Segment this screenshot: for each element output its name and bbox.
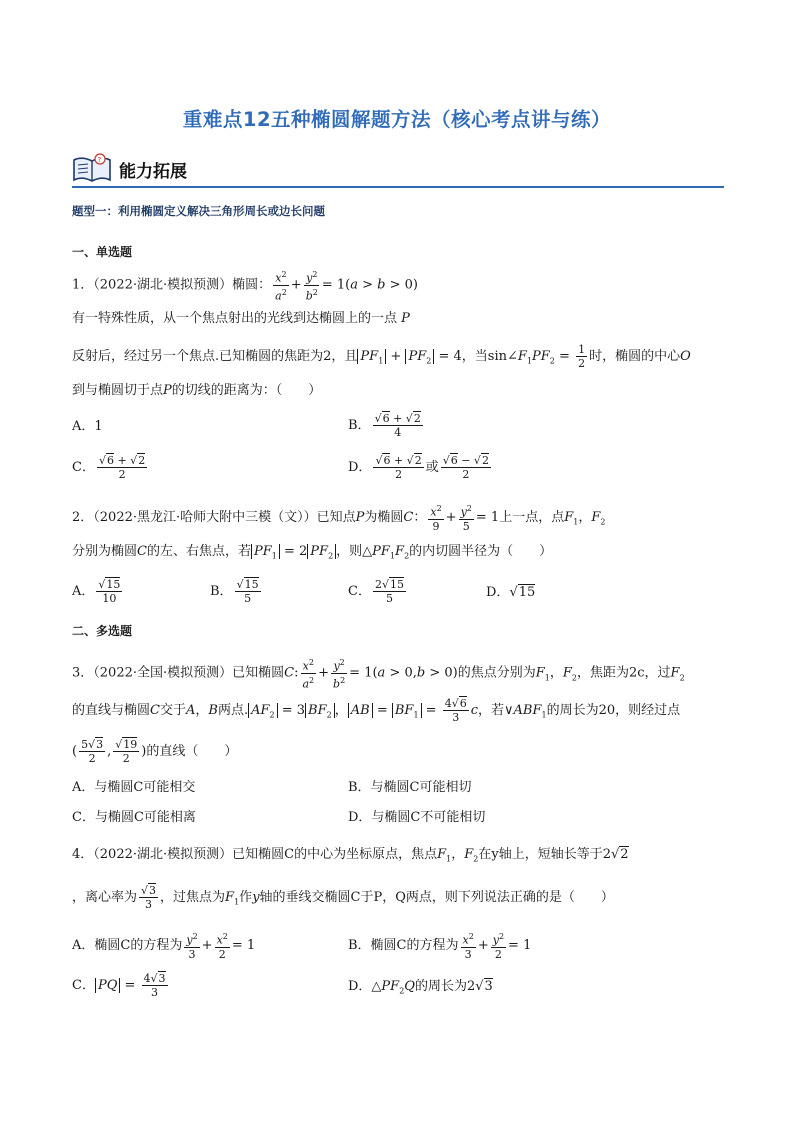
q3-option-d[interactable]: D．与椭圆C不可能相切 (348, 810, 486, 825)
q2-option-a[interactable]: A． $\frac{√15}{10}$ (72, 578, 121, 605)
q1-option-b[interactable]: B． $\frac{√6 + √2}{4}$ (348, 412, 421, 439)
part-multi-choice: 二、多选题 (72, 624, 133, 638)
q2-option-c[interactable]: C． $\frac{2√15}{5}$ (348, 578, 404, 605)
q2-line2: 分别为椭圆C的左、右焦点，若 $PF_1 = 2$ $PF_2$ ，则$\triangle PF_1F_2$的内切圆半径为（ ） (72, 544, 553, 561)
q1-line4: 到与椭圆切于点P的切线的距离为：（ ） (72, 383, 322, 398)
page-title: 重难点12五种椭圆解题方法（核心考点讲与练） (182, 108, 612, 131)
q1-option-a[interactable]: A．1 (72, 419, 103, 434)
q4-option-c[interactable]: C． PQ = $\frac{4√3}{3}$ (72, 972, 166, 999)
q2-line1: 2．（2022·黑龙江·哈师大附中三模（文））已知点P为椭圆C： $\frac{x^2}{9}$ + $\frac{y^2}{5}$ = 1上一点，点$F_1$，$F_2$ (72, 504, 606, 533)
q2-option-b[interactable]: B． $\frac{√15}{5}$ (210, 578, 259, 605)
q3-line3: ( $\frac{5√3}{2}$ , $\frac{√19}{2}$ )的直线（ ） (72, 738, 238, 765)
section-rule (72, 186, 724, 188)
q3-line2: 的直线与椭圆C交于A，B两点. $AF_2 = 3$ $BF_2$ ， AB = $BF_1$ = $\frac{4√6}{3}$ c，若$\vee ABF_1$的周长为20，则经过点 (72, 697, 681, 724)
q2-option-d[interactable]: D．√15 (486, 585, 536, 600)
q1-line2: 有一特殊性质，从一个焦点射出的光线到达椭圆上的一点 P (72, 311, 410, 326)
section-header (72, 150, 724, 188)
section-label: 能力拓展 (119, 162, 187, 182)
q4-line2: ，离心率为 $\frac{√3}{3}$ ，过焦点为$F_1$作y轴的垂线交椭圆C于P，Q两点，则下列说法正确的是（ ） (72, 884, 614, 911)
q1-lead: 1．（2022·湖北·模拟预测）椭圆： (72, 277, 272, 293)
q4-option-b[interactable]: B．椭圆C的方程为 $\frac{x^2}{3}$ + $\frac{y^2}{2}$ = 1 (348, 932, 532, 961)
q1-option-c[interactable]: C． $\frac{√6 + √2}{2}$ (72, 454, 146, 481)
svg-text:?: ? (97, 156, 102, 164)
q1-line3: 反射后，经过另一个焦点.已知椭圆的焦距为2，且 $PF_1 + PF_2 = 4$，当$\sin\angle F_1PF_2$ = $\frac{1}{2}$ 时，椭圆的中心O (72, 343, 691, 370)
book-icon (72, 152, 112, 184)
q3-option-b[interactable]: B．与椭圆C可能相切 (348, 780, 472, 795)
q1-option-d[interactable]: D． $\frac{√6 + √2}{2}$ 或 $\frac{√6 - √2}{2}$ (348, 454, 489, 481)
q4-option-d[interactable]: D．$\triangle PF_2Q$的周长为2√3 (348, 979, 493, 996)
part-single-choice: 一、单选题 (72, 245, 133, 259)
q4-line1: 4．（2022·湖北·模拟预测）已知椭圆C的中心为坐标原点，焦点$F_1$，$F_2$在y轴上，短轴长等于2√2 (72, 847, 629, 864)
q1-line1: 1．（2022·湖北·模拟预测）椭圆： $\frac{x^2}{a^2}$ + $\frac{y^2}{b^2}$ = 1(a > b > 0) (72, 270, 418, 303)
q3-option-a[interactable]: A．与椭圆C可能相交 (72, 780, 196, 795)
q4-option-a[interactable]: A．椭圆C的方程为 $\frac{y^2}{3}$ + $\frac{x^2}{2}$ = 1 (72, 932, 256, 961)
q3-option-c[interactable]: C．与椭圆C可能相离 (72, 810, 196, 825)
q3-line1: 3．（2022·全国·模拟预测）已知椭圆C: $\frac{x^2}{a^2}$ + $\frac{y^2}{b^2}$ = 1(a > 0,b > 0)的焦点分别为$F_1$，$F_2$，焦距为2c，过$F_2$ (72, 658, 685, 691)
question-type-heading: 题型一：利用椭圆定义解决三角形周长或边长问题 (72, 204, 325, 218)
